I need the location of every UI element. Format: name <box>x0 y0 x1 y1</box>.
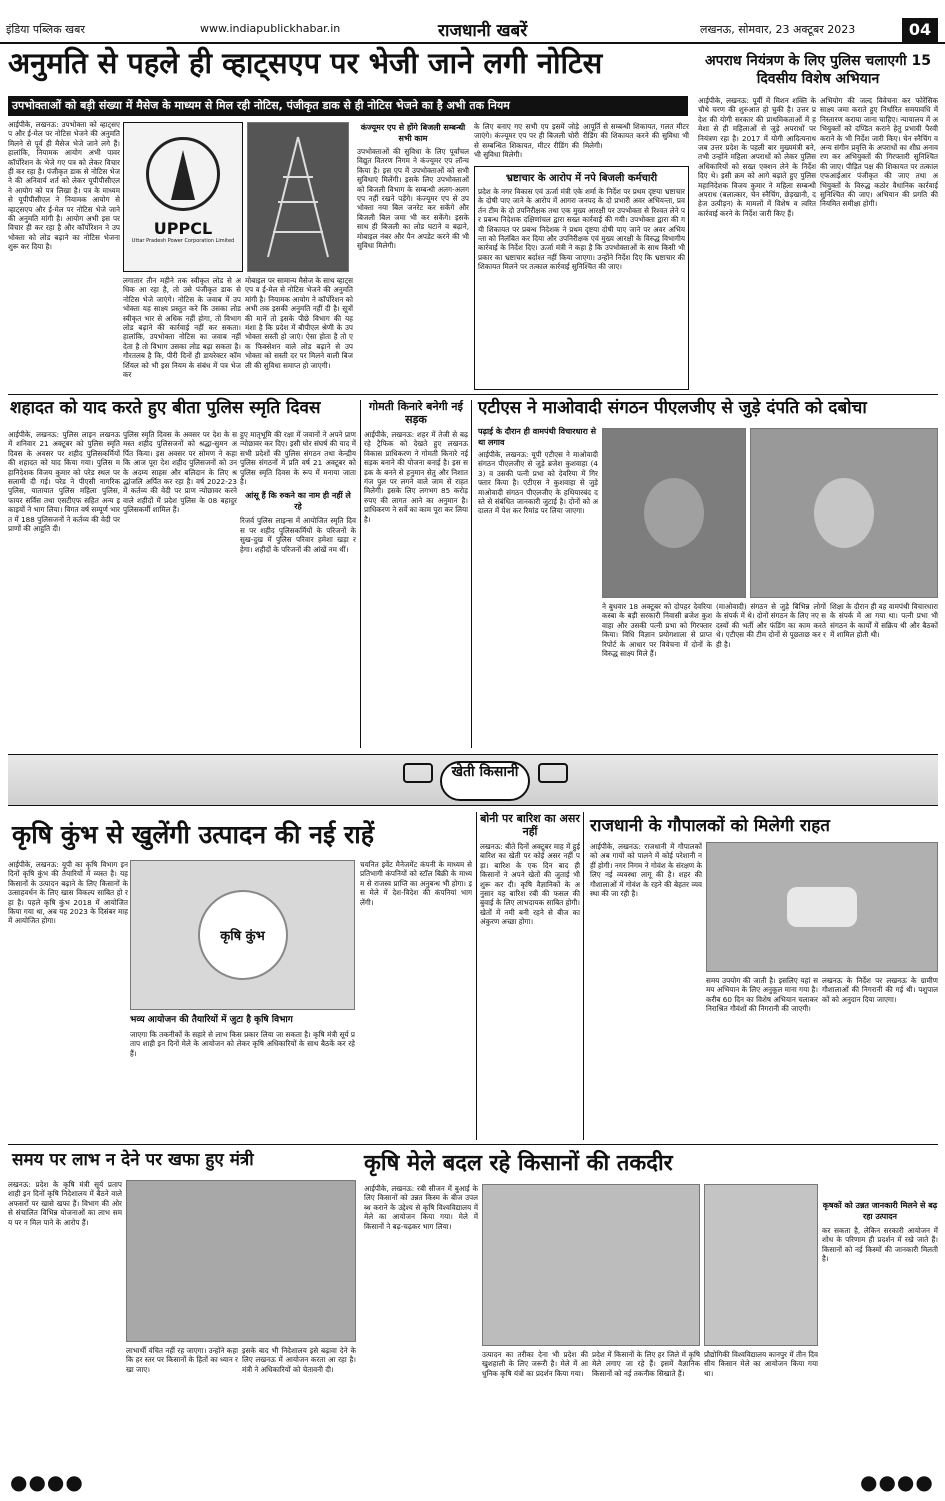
a1-col3 <box>245 276 353 390</box>
tractor-icon <box>403 763 433 783</box>
body-text: (माओवादी) संगठन से जुड़े बिभिन्न लोगों के संपर्क में थे। दोनों संगठन के लिए नए सदस्यों की भर्ती और फंडिंग का काम करते थे। एटीएस की टीम दोनों से पूछताछ कर रही है। <box>716 602 826 649</box>
a8-col2 <box>706 976 818 1140</box>
body-text: उपभोक्ताओं की सुविधा के लिए पूर्वांचल विद्युत वितरण निगम ने कंज्यूमर एप लॉन्च किया है। इस एप में उपभोक्ताओं को सभी सुविधाएं मिलेंगी। इसके लिए उपभोक्ताओं को बिजली विभाग के सम्बन्धी अलग-अलग एप नहीं रखने पड़ेंगे। कंज्यूमर एप से उपभोक्ता नया बिल जनरेट कर सकेंगे और बिजली बिल जमा भी कर सकेंगे। इसके साथ ही बिजली का लोड घटाने व बढ़ाने, मोबाइल नंबर और पैन अपडेट करने की भी सुविधा मिलेगी। <box>357 147 469 251</box>
body-text: हुए मातृभूमि की रक्षा में जवानों ने अपने प्राण न्योछावर कर दिए। इसी घोर संघर्ष की याद में सभी प्रदेशों की पुलिस संगठन तथा केन्द्रीय पुलिस संगठनों में प्रति वर्ष 21 अक्टूबर को पुलिस स्मृति दिवस के रूप में मनाया जाता है। <box>240 430 356 487</box>
rain-effect-box <box>476 812 584 1140</box>
a8-col1 <box>590 842 702 972</box>
body-text: शिक्षा के दौरान ही वह वामपंथी विचारधारा के संपर्क में आ गया था। पत्नी प्रभा भी संगठन के कार्यों में सक्रिय थी और बैठकों में शामिल होती थी। <box>830 602 938 640</box>
photo-caption: भव्य आयोजन की तैयारियों में जुटा है कृषि विभाग <box>130 1015 293 1025</box>
minister-meeting-photo <box>126 1180 356 1342</box>
paper-name: इंडिया पब्लिक खबर <box>6 23 85 36</box>
a10-col5 <box>704 1350 818 1478</box>
headline-police-campaign: अपराध नियंत्रण के लिए पुलिस चलाएगी 15 दिवसीय विशेष अभियान <box>704 53 932 87</box>
mela-stall-photo <box>704 1184 818 1346</box>
headline-whatsapp-notice: अनुमति से पहले ही व्हाट्सएप पर भेजी जाने लगी नोटिस <box>8 46 603 80</box>
a6-col1 <box>8 860 128 1140</box>
krishi-mela-photo <box>482 1184 700 1346</box>
headline-minister-angry: समय पर लाभ न देने पर खफा हुए मंत्री <box>12 1150 254 1170</box>
body-text: कर सकता है, लेकिन सरकारी आयोजन में शोध के परिणाम ही प्रदर्शन में रखे जाते हैं। किसानों को नई किस्मों की जानकारी मिलती है। <box>822 1226 938 1264</box>
divider <box>8 1144 938 1145</box>
body-text: लगातार तीन महीने तक स्वीकृत लोड से अधिक आ रहा है, तो उसे पंजीकृत डाक से नोटिस भेजे जाएंगे। नोटिस के जवाब में उपभोक्ता यह साक्ष्य प्रस्तुत करे कि उसका लोड स्वीकृत भार से अधिक नहीं होगा, तो विभाग लोड बढ़ाने की कार्रवाई नहीं कर सकता। हालांकि, उपभोक्ता नोटिस का जवाब नहीं देता है तो विभाग उसका लोड बढ़ा सकता है। गौरतलब है कि, पीरी दिनों ही डायरेक्टर कॉमर्शियल को भी इस नियम के संबंध में पत्र भेजकर <box>123 276 241 380</box>
a1-col6 <box>583 122 689 162</box>
box-heading: बोनी पर बारिश का असर नहीं <box>480 812 580 838</box>
a9-col2 <box>126 1346 238 1478</box>
divider <box>8 394 938 395</box>
woman-accused-photo <box>602 428 746 598</box>
box-heading: कंज्यूमर एप से होंगे बिजली सम्बन्धी सभी काम <box>360 123 466 143</box>
body-text: आपूर्ति से सम्बन्धी शिकायत, गलत मीटर रीडिंग की शिकायत करने की सुविधा भी मिलेगी। <box>583 122 689 150</box>
box-heading: गोमती किनारे बनेगी नई सड़क <box>369 400 463 426</box>
headline-krishi-mela: कृषि मेले बदल रहे किसानों की तकदीर <box>364 1151 673 1176</box>
footer-dots-left: ●●●● <box>10 1470 84 1494</box>
a9-col1 <box>8 1180 122 1478</box>
a3-col2 <box>123 430 237 748</box>
body-text: चयनित इवेंट मैनेजमेंट कंपनी के माध्यम से प्रतिभागी कंपनियों को स्टॉल बिक्री के माध्यम से राजस्व प्राप्ति का अनुबन्ध भी होगा। इस मेले में देश-विदेश की कंपनियां भाग लेंगी। <box>360 860 472 907</box>
body-text: पुलिस स्मृति दिवस के अवसर पर देश के समस्त शहीद पुलिसजनों को श्रद्धा-सुमन अर्पित किया। इस अवसर पर सोमण ने कहा कि आज पूरा देश शहीद पुलिसजनों को उनके अदम्य साहस और बलिदान के लिए श्रद्धांजलि अर्पित कर रहा है। वर्ष 2022-23 में कर्तव्य की वेदी पर प्राण न्योछावर करने वाले शहीदों में प्रदेश पुलिस के 08 बहादुर पुलिसकर्मी शामिल हैं। <box>123 430 237 515</box>
a1-col2 <box>123 276 241 390</box>
balloon-text: कृषि कुंभ <box>198 890 288 980</box>
box-heading: भ्रष्टाचार के आरोप में नपे बिजली कर्मचारी <box>505 173 658 184</box>
subheadline-ats: पढ़ाई के दौरान ही वामपंथी विचारधारा से था लगाव <box>478 427 597 447</box>
a5-col3 <box>716 602 826 748</box>
banner-title: खेती किसानी <box>440 761 530 801</box>
a1-col5 <box>474 122 579 162</box>
website-link[interactable]: www.indiapublickhabar.in <box>200 22 341 35</box>
body-text: प्रौद्योगिकी विश्वविद्यालय कानपुर में तीन दिवसीय किसान मेले का आयोजन किया गया था। <box>704 1350 818 1378</box>
a10-col1 <box>364 1184 478 1478</box>
logo-text: UPPCL <box>153 219 213 238</box>
body-text: प्रदेश में किसानों के लिए हर जिले में कृषि मेले लगाए जा रहे हैं। इसमें वैज्ञानिक किसानों को नई तकनीक सिखाते हैं। <box>592 1350 700 1378</box>
body-text: समय उपयोग की जाती है। इसलिए यहां समय अभियान के लिए अनुकूल माना गया है। करीब 60 दिन का विशेष अभियान चलाकर निराश्रित गौवंशों की निगरानी की जाएगी। <box>706 976 818 1014</box>
krishi-kumbh-balloon-photo <box>130 860 355 1010</box>
farming-banner <box>8 754 938 806</box>
body-text: आईपीके, लखनऊ: पुलिस लाइन लखनऊ में शनिवार 21 अक्टूबर को पुलिस स्मृति दिवस के अवसर पर शहीद पुलिसकर्मियों की शहादत को याद किया गया। पुलिस महानिदेशक विजय कुमार को परेड स्थल पर सलामी दी गई। परेड ने पीएसी नागरिक पुलिस, यातायात पुलिस महिला पुलिस, फायर सर्विस तथा एसटीएफ सहित अन्य इकाइयों ने भाग लिया। विगत वर्ष सम्पूर्ण भारत में 188 पुलिसजनों ने कर्तव्य की वेदी पर प्राणों की आहुति दी। <box>8 430 120 534</box>
cows-photo <box>706 842 938 972</box>
a5-col1 <box>478 450 598 748</box>
a3-col3 <box>240 430 356 748</box>
a8-col3 <box>822 976 938 1140</box>
issue-date: लखनऊ, सोमवार, 23 अक्टूबर 2023 <box>700 23 856 36</box>
a9-col3 <box>242 1346 356 1478</box>
headline-krishi-kumbh: कृषि कुंभ से खुलेंगी उत्पादन की नई राहें <box>12 820 375 849</box>
tractor-icon <box>538 763 568 783</box>
body-text: इसके बाद भी निदेशालय इसे बढ़ावा देने के लिए लखनऊ में आयोजन करता आ रहा है। मंत्री ने अधिकारियों को चेतावनी दी। <box>242 1346 356 1374</box>
corruption-box <box>474 166 689 390</box>
page-header <box>0 0 945 44</box>
a6-col2 <box>130 1030 355 1140</box>
subheadline-krishi-mela: कृषकों को उन्नत जानकारी मिलने से बढ़ रहा उत्पादन <box>822 1201 938 1221</box>
body-text: जाएगा कि तकनीकों के सहारे से लाभ किस प्रकार लिया जा सकता है। कृषि मंत्री सूर्य प्रताप शाही इन दिनों मेले के आयोजन को लेकर कृषि अधिकारियों के साथ बैठकें कर रहे हैं। <box>130 1030 355 1058</box>
body-text: आईपीके, लखनऊ: यूपी का कृषि विभाग इन दिनों कृषि कुंभ की तैयारियों में व्यस्त है। यह किसानों के उत्पादन बढ़ाने के लिए किसानों के उत्साहवर्धन के लिए खास विकल्प साबित हो रहा है। पहले कृषि कुंभ 2018 में आयोजित किया गया था, अब यह 2023 के दिसंबर माह में आयोजित होगा। <box>8 860 128 926</box>
body-text: आईपीके, लखनऊ: यूपी एटीएस ने माओवादी संगठन पीएलजीए से जुड़े ब्रजेश कुशवाहा (43) व उसकी पत्नी प्रभा को देवरिया में गिरफ्तार किया है। एटीएस ने कुशवाहा से जुड़े माओवादी संगठन पीएलजीए के हथियारबंद दस्ते से संबंधित जानकारी जुटाई है। दोनों को अदालत में पेश कर रिमांड पर लिया जाएगा। <box>478 450 598 516</box>
power-tower-photo <box>247 122 349 272</box>
a5-col2 <box>602 602 712 748</box>
body-text: लखनऊ: प्रदेश के कृषि मंत्री सूर्य प्रताप शाही इन दिनों कृषि निदेशालय में बैठने वाले अफसरों पर खासे खफा हैं। विभाग की ओर से संचालित विभिन्न योजनाओं का लाभ समय पर न मिल पाने के आरोप हैं। <box>8 1180 122 1227</box>
body-text: आईपीके, लखनऊ: शहर में तेजी से बढ़ रहे ट्रैफिक को देखते हुए लखनऊ विकास प्राधिकरण ने गोमती किनारे नई सड़क बनाने की योजना बनाई है। इस सड़क के बनने से हनुमान सेतु और निशातगंज पुल पर लगने वाले जाम से राहत मिलेगी। इसके लिए लगभग 85 करोड़ रुपए की लागत आने का अनुमान है। प्राधिकरण ने सर्वे का काम पूरा कर लिया है। <box>364 430 468 524</box>
body-text: के लिए बनाए गए सभी एप इसमें जोड़े जाएंगे। कंज्यूमर एप पर ही बिजली चोरी से सम्बन्धित शिकायत, मीटर रीडिंग की भी सुविधा मिलेगी। <box>474 122 579 160</box>
body-text: लखनऊ के निर्देश पर लखनऊ के ग्रामीण गौशालाओं की निगरानी की गई थी। पशुपालकों को अनुदान दिया जाएगा। <box>822 976 938 1004</box>
a3-col1 <box>8 430 120 748</box>
page-number: 04 <box>902 18 938 42</box>
body-text: रिजर्व पुलिस लाइन्स में आयोजित स्मृति दिवस पर शहीद पुलिसकर्मियों के परिजनों के सुख-दुख में पुलिस परिवार हमेशा खड़ा रहेगा। शहीदों के परिजनों की आंखें नम थीं। <box>240 516 356 554</box>
body-text: लाभार्थी वंचित नहीं रह जाएगा। उन्होंने कहा कि हर स्तर पर किसानों के हितों का ध्यान रखा जाए। <box>126 1346 238 1374</box>
body-text: मोबाइल पर सामान्य मैसेज के साथ व्हाट्सएप व ई-मेल से नोटिस भेजने की अनुमति मांगी है। नियामक आयोग ने कॉर्पोरेशन को अभी तक इसकी अनुमति नहीं दी है। सूत्रों की मानें तो इसके पीछे विभाग की यह मंशा है कि प्रदेश में बीपीएल श्रेणी के उपभोक्ता सस्ती हो जाएं। ऐसा होता है तो एक फिक्सेशन वाले लोड बढ़ाने से उपभोक्ता को सस्ती दर पर मिलने वाली बिजली की सुविधा समाप्त हो जाएगी। <box>245 276 353 370</box>
body-text: आईपीके, लखनऊ: राजधानी में गौपालकों को अब गायों को पालने में कोई परेशानी नहीं होगी। नगर निगम ने गोवंश के संरक्षण के लिए नई व्यवस्था लागू की है। शहर की गौशालाओं में गोवंश के रहने की बेहतर व्यवस्था की जा रही है। <box>590 842 702 899</box>
body-text: प्रदेश के नगर विकास एवं ऊर्जा मंत्री एके शर्मा के निर्देश पर प्रथम दृष्टया भ्रष्टाचार के दोषी पाए जाने के आरोप में आगरा जनपद के दो प्रभारी अवर अभियन्ता, प्रवर्तन टीम के दो उपनिरीक्षक तथा एक मुख्य आरक्षी पर उपभोक्ता से रिश्वत लेने पर प्रबन्ध निदेशक दक्षिणांचल द्वारा सख्त कार्रवाई की गयी। उपभोक्ता द्वारा की गयी शिकायत पर प्रबन्ध निदेशक ने प्रथम दृष्टया दोषी पाए जाने पर अवर अभियन्ता को निलंबित कर दिया और उपनिरीक्षक एवं मुख्य आरक्षी के विरुद्ध विभागीय कार्रवाई के निर्देश दिए। ऊर्जा मंत्री ने कहा है कि उपभोक्ताओं के साथ किसी भी प्रकार का भ्रष्टाचार बर्दाश्त नहीं किया जाएगा। उन्होंने निर्देश दिए कि भ्रष्टाचार की शिकायत मिलने पर तत्काल कार्रवाई सुनिश्चित की जाए। <box>478 187 685 272</box>
body-text: आईपीके, लखनऊ: उपभोक्ता को व्हाट्सएप और ई-मेल पर नोटिस भेजने की अनुमति मिलने से पूर्व ही मैसेज भेजे जाने लगे हैं। हालांकि, नियामक आयोग अभी पावर कॉर्पोरेशन के भेजे गए पत्र को लेकर विचार ही कर रहा है। पंजीकृत डाक से नोटिस भेजने की अनिवार्य शर्त को लेकर यूपीपीसीएल ने आयोग को पत्र लिखा है। पत्र के माध्यम से यूपीपीसीएल ने नियामक आयोग से व्हाट्सएप और ई-मेल पर नोटिस भेजे जाने की अनुमति मांगी है। आयोग अभी इस पर विचार ही कर रहा है और कॉर्पोरेशन ने उपभोक्ता को लोड बढ़ाने का नोटिस भेजना शुरू कर दिया है। <box>8 120 120 252</box>
uppcl-logo <box>123 122 243 272</box>
body-text: उत्पादन का तरीका देना भी प्रदेश की खुशहाली के लिए जरूरी है। मेले में आधुनिक कृषि यंत्रों का प्रदर्शन किया गया। <box>482 1350 588 1378</box>
a1-col4 <box>357 122 469 390</box>
headline-police-memorial: शहादत को याद करते हुए बीता पुलिस स्मृति दिवस <box>10 398 321 418</box>
man-accused-photo <box>750 428 938 598</box>
logo-subtext: Uttar Pradesh Power Corporation Limited <box>131 238 235 244</box>
a2-col2 <box>820 96 938 390</box>
a6-col3 <box>360 860 472 1140</box>
box-heading: आंसू हैं कि रुकने का नाम ही नहीं ले रहे <box>245 491 351 512</box>
a5-col4 <box>830 602 938 748</box>
section-title: राजधानी खबरें <box>438 21 528 41</box>
a2-col1 <box>698 96 816 390</box>
body-text: लखनऊ: बीते दिनों अक्टूबर माह में हुई बारिश का खेती पर कोई असर नहीं पड़ा। बारिश के एक दिन बाद ही किसानों ने अपने खेतों की जुताई भी शुरू कर दी। कृषि वैज्ञानिकों के अनुसार यह बारिश रबी की फसल की बुवाई के लिए लाभदायक साबित होगी। खेतों में नमी बनी रहने से बीज का अंकुरण अच्छा होगा। <box>480 842 580 927</box>
body-text: आईपीके, लखनऊ: पूर्वी में मिशन शक्ति के चौथे चरण की शुरुआत हो चुकी है। उत्तर प्रदेश की योगी सरकार की प्राथमिकताओं में हमेशा से ही महिलाओं से जुड़े अपराधों पर नियंत्रण रहा है। 2017 में योगी आदित्यनाथ जब उत्तर प्रदेश के पहली बार मुख्यमंत्री बने, तभी उन्होंने महिला अपराधों को लेकर पुलिस अधिकारियों को सख्त एक्शन लेने के निर्देश दिए थे। इसी क्रम को आगे बढ़ाते हुए पुलिस महानिदेशक विजय कुमार ने महिला सम्बन्धी अपराध (बलात्कार, चेन स्नैचिंग, छेड़खानी, दहेज उत्पीड़न) के मामलों में विशेष व त्वरित कार्रवाई करने के निर्देश जारी किए हैं। <box>698 96 816 218</box>
a10-col2 <box>482 1350 588 1478</box>
body-text: अभियोग की जल्द विवेचना कर फोरेंसिक साक्ष्य जमा कराते हुए निर्धारित समयावधि में निस्तारण कराया जाना चाहिए। न्यायालय में अभियुक्तों को दण्डित कराने हेतु प्रभावी पैरवी कराने के भी निर्देश जारी किए। चेन स्नैचिंग व अन्य संगीन प्रवृत्ति के अपराधों का शीघ्र अनावरण कर अभियुक्तों की गिरफ्तारी सुनिश्चित की जाए। पीड़ित पक्ष की शिकायत पर तत्काल एफआईआर पंजीकृत की जाए तथा अभियुक्तों के विरुद्ध कठोर वैधानिक कार्रवाई सुनिश्चित की जाए। अभियान की प्रगति की नियमित समीक्षा होगी। <box>820 96 938 209</box>
a10-col3 <box>592 1350 700 1478</box>
subheadline-whatsapp-notice: उपभोक्ताओं को बड़ी संख्या में मैसेज के माध्यम से मिल रही नोटिस, पंजीकृत डाक से ही नोटिस भेजने का है अभी तक नियम <box>8 96 688 116</box>
a10-col4 <box>822 1226 938 1478</box>
headline-cow-keepers: राजधानी के गौपालकों को मिलेगी राहत <box>590 816 830 836</box>
footer-dots-right: ●●●● <box>860 1470 934 1494</box>
gomti-road-box <box>360 400 472 748</box>
a1-col1 <box>8 120 120 390</box>
body-text: ने बुधवार 18 अक्टूबर को दोपहर देवरिया कस्बा के बड़ी सरकारी निवासी ब्रजेश कुशवाहा और उसकी पत्नी प्रभा को गिरफ्तार किया। विधि विज्ञान प्रयोगशाला से प्राप्त रिपोर्ट के आधार पर विवेचना में दोनों के विरुद्ध साक्ष्य मिले हैं। <box>602 602 712 659</box>
headline-ats-arrest: एटीएस ने माओवादी संगठन पीएलजीए से जुड़े दंपति को दबोचा <box>478 398 867 418</box>
body-text: आईपीके, लखनऊ: रबी सीजन में बुआई के लिए किसानों को उन्नत किस्म के बीज उपलब्ध कराने के उद्देश्य से कृषि विश्वविद्यालय में मेले का आयोजन किया गया। मेले में किसानों ने बढ़-चढ़कर भाग लिया। <box>364 1184 478 1231</box>
